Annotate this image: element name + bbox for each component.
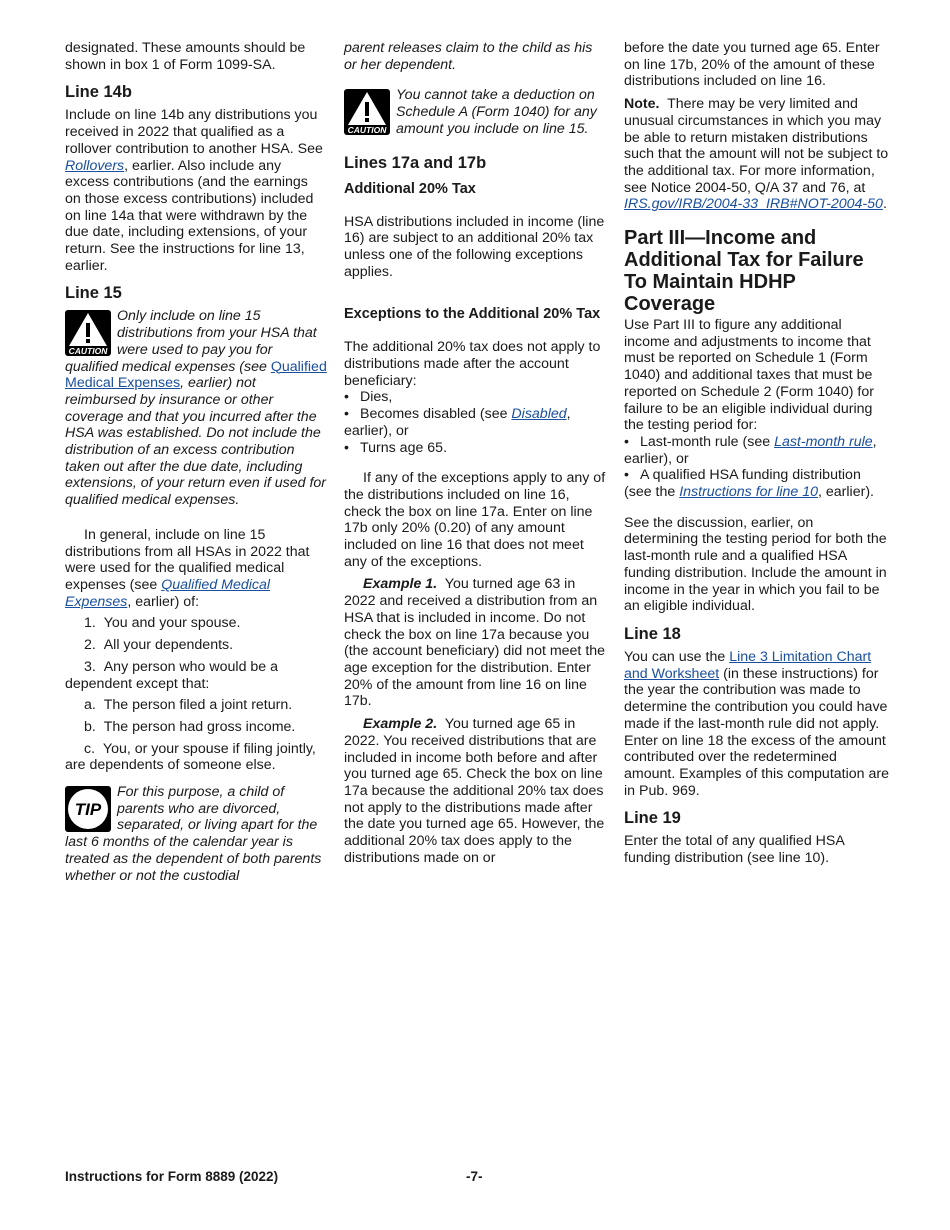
list-item: 1. You and your spouse. (84, 615, 241, 632)
list-item: • Becomes disabled (see Disabled, earlier), or (344, 406, 571, 439)
exceptions-paragraph: The additional 20% tax does not apply to distributions made after the account beneficiary: (344, 339, 601, 389)
line-3-limitation-chart-link[interactable]: Line 3 Limitation Chart and Worksheet (624, 648, 872, 682)
if-exceptions-paragraph: If any of the exceptions apply to any of the distributions included on line 16, check the box on line 17a. Enter on line 17b only 20% (0.20) of any amount included on line 16 that does not meet any of the exceptions. (344, 470, 606, 570)
part-iii-paragraph: Use Part III to figure any additional income and adjustments to income that must be reported on Schedule 1 (Form 1040) and additional taxes that must be reported on Schedule 2 (Form 1040) for failure to be an eligible individual during the testing period for: (624, 317, 874, 434)
instructions-line-10-link[interactable]: Instructions for line 10 (679, 484, 819, 501)
list-item: • Turns age 65. (344, 439, 448, 456)
line-14b-paragraph: Include on line 14b any distributions you received in 2022 that qualified as a rollover contribution to another HSA. See Rollovers, earlier. Also include any excess contributions (and the earnings on those excess contributions) included on line 14a that were withdrawn by the due date, including extensions, of your return. See the instructions for line 13, earlier. (65, 107, 323, 274)
example-1-paragraph: Example 1. You turned age 63 in 2022 and received a distribution from an HSA that is included in income. Do not check the box on line 17a because you (the account beneficiary) did not meet the age exception for the distribution. Enter 20% of the amount from line 16 on line 17b. (344, 576, 606, 710)
svg-text:TIP: TIP (74, 800, 102, 820)
list-item: c. You, or your spouse if filing jointly, are dependents of someone else. (65, 740, 316, 774)
column-2 (344, 40, 606, 870)
note-paragraph: Note. There may be very limited and unusual circumstances in which you may be able to return mistaken distributions such that the amount will not be subject to the additional tax. For more information, see Notice 2004-50, Q/A 37 and 76, at IRS.gov/IRB/2004-33_IRB#NOT-2004-50. (624, 96, 889, 213)
list-item: • Last-month rule (see Last-month rule, earlier), or (624, 433, 877, 467)
hsa-distributions-paragraph: HSA distributions included in income (line 16) are subject to an additional 20% tax unless one of the following exceptions applies. (344, 213, 605, 280)
list-item: • Dies, (344, 389, 393, 406)
disabled-link[interactable]: Disabled (511, 406, 567, 423)
heading-line-18: Line 18 (624, 624, 681, 643)
general-paragraph: In general, include on line 15 distributions from all HSAs in 2022 that were used for the qualified medical expenses (see Qualified Medical Expenses, earlier) of: (65, 526, 310, 610)
line-19-paragraph: Enter the total of any qualified HSA funding distribution (see line 10). (624, 833, 845, 867)
list-item: 3. Any person who would be a dependent except that: (65, 658, 279, 692)
last-month-rule-link[interactable]: Last-month rule (774, 433, 873, 450)
testing-period-paragraph: See the discussion, earlier, on determining the testing period for both the last-month rule and a qualified HSA funding distribution. Include the amount in income in the year in which you fail to be an eligible individual. (624, 514, 887, 615)
page-number: -7- (466, 1169, 483, 1184)
intro-paragraph: designated. These amounts should be shown in box 1 of Form 1099-SA. (65, 40, 306, 73)
qualified-medical-expenses-link-2[interactable]: Qualified Medical Expenses (65, 576, 271, 610)
rollovers-link[interactable]: Rollovers (65, 157, 125, 174)
svg-text:CAUTION: CAUTION (68, 346, 108, 357)
column-1 (65, 40, 327, 888)
example-2-paragraph: Example 2. You turned age 65 in 2022. You received distributions that are included in income both before and after you turned age 65. Check the box on line 17a because the additional 20% tax does not apply to the distributions made after the date you turned age 65. However, the additional 20% tax does apply to the distributions made on or (344, 716, 605, 866)
heading-line-19: Line 19 (624, 809, 681, 828)
before-date-paragraph: before the date you turned age 65. Enter on line 17b, 20% of the amount of these distributions included on line 16. (624, 40, 880, 90)
list-item: b. The person had gross income. (84, 718, 296, 735)
tip-note: TIP For this purpose, a child of parents who are divorced, separated, or living apart for the last 6 months of the calendar year is treated as the dependent of both parents whether or not the custodial (65, 784, 322, 884)
column-3 (624, 40, 890, 871)
list-item: a. The person filed a joint return. (84, 697, 293, 714)
qualified-medical-expenses-link[interactable]: Qualified Medical Expenses (65, 358, 327, 392)
heading-lines-17a-17b: Lines 17a and 17b (344, 153, 487, 172)
tip-continued: parent releases claim to the child as his or her dependent. (344, 40, 593, 73)
caution-line-15-deduction: CAUTION You cannot take a deduction on Schedule A (Form 1040) for any amount you include on line 15. (344, 87, 606, 137)
list-item: • A qualified HSA funding distribution (see the Instructions for line 10, earlier). (624, 467, 874, 501)
heading-additional-tax: Additional 20% Tax (344, 180, 476, 197)
line-18-paragraph: You can use the Line 3 Limitation Chart and Worksheet (in these instructions) for the year the contribution was made to determine the contribution you could have made if the last-month rule did not apply. Enter on line 18 the excess of the amount contributed over the redetermined amount. Examples of this computation are in Pub. 969. (624, 648, 889, 799)
footer-title: Instructions for Form 8889 (2022) (65, 1169, 279, 1184)
heading-line-15: Line 15 (65, 284, 122, 303)
heading-exceptions: Exceptions to the Additional 20% Tax (344, 306, 601, 323)
caution-icon (344, 89, 390, 135)
heading-part-iii: Part III—Income and Additional Tax for Failure To Maintain HDHP Coverage (624, 227, 864, 316)
caution-line-15: CAUTION Only include on line 15 distributions from your HSA that were used to pay you for qualified medical expenses (see Qualified Medical Expenses, earlier) not reimbursed by insurance or other coverage and that you incurred after the HSA was established. Do not include the distribution of an excess contribution taken out after the due date, including extensions, of your return even if used for qualified medical expenses. (65, 308, 327, 509)
irs-notice-link[interactable]: IRS.gov/IRB/2004-33_IRB#NOT-2004-50 (624, 196, 883, 213)
list-item: 2. All your dependents. (84, 637, 234, 654)
caution-icon (65, 310, 111, 356)
tip-icon (65, 786, 111, 832)
svg-text:CAUTION: CAUTION (347, 125, 387, 136)
heading-line-14b: Line 14b (65, 83, 132, 102)
